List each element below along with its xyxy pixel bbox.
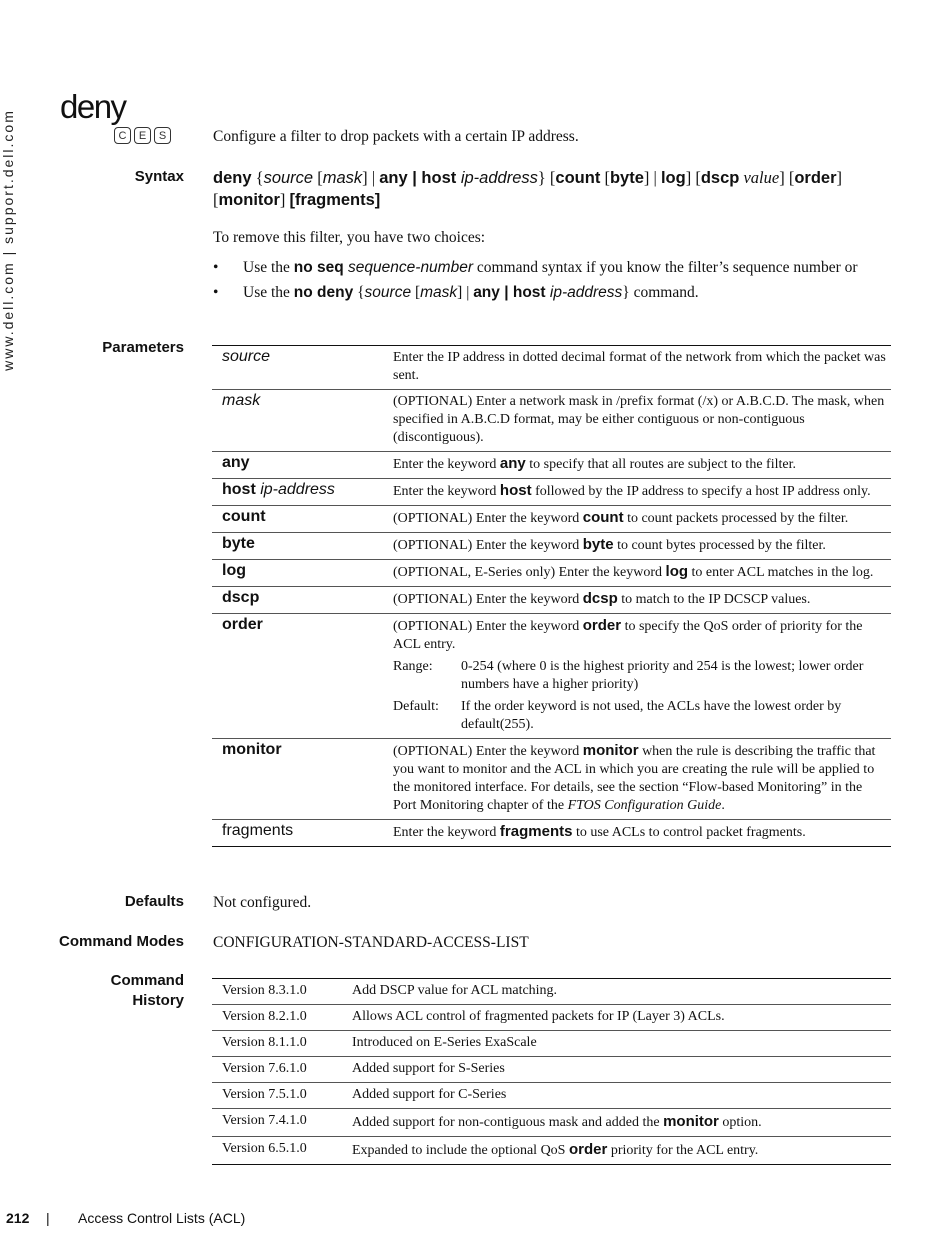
page-title: deny [60, 88, 126, 125]
page-number: 212 [6, 1210, 30, 1226]
command-history-label: Command History [110, 972, 184, 1009]
table-row: host ip-address Enter the keyword host followed by the IP address to specify a host IP address only. [212, 479, 891, 506]
command-modes-label: Command Modes [58, 933, 184, 950]
parameters-table [212, 345, 891, 847]
sidebar-url: www.dell.com | support.dell.com [0, 109, 16, 371]
remove-intro: To remove this filter, you have two choices: [213, 229, 486, 246]
command-modes-value: CONFIGURATION-STANDARD-ACCESS-LIST [213, 934, 529, 951]
table-row: dscp (OPTIONAL) Enter the keyword dcsp to match to the IP DCSCP values. [212, 587, 891, 614]
syntax-block: deny {source [mask] | any | host ip-address} [count [byte] | log] [dscp value] [order] [monitor] [fragments] [213, 168, 843, 209]
table-row: monitor (OPTIONAL) Enter the keyword monitor when the rule is describing the traffic that you want to monitor and the ACL in which you are creating the rule will be applied to the monitored interface. For details, see the section “Flow-based Monitoring” in the Port Monitoring chapter of the FTOS Configuration Guide. [212, 739, 891, 820]
platform-c-badge: C [114, 127, 131, 144]
platform-badges [114, 127, 171, 144]
table-row: order (OPTIONAL) Enter the keyword order to specify the QoS order of priority for the ACL entry. Range: 0-254 (where 0 is the highest priority and 254 is the lowest; lower order numbers have a higher priority) Default: If the order keyword is not used, the ACLs have the lowest order by default(255). [212, 614, 891, 739]
defaults-value: Not configured. [213, 894, 312, 911]
description: Configure a filter to drop packets with a certain IP address. [213, 128, 579, 145]
table-row: Version 7.6.1.0 Added support for S-Series [212, 1057, 891, 1083]
table-row: Version 7.5.1.0 Added support for C-Series [212, 1083, 891, 1109]
table-row: source Enter the IP address in dotted decimal format of the network from which the packet was sent. [212, 346, 891, 390]
parameters-label: Parameters [102, 339, 184, 356]
table-row: Version 6.5.1.0 Expanded to include the optional QoS order priority for the ACL entry. [212, 1137, 891, 1165]
choice-no-seq: • Use the no seq sequence-number command syntax if you know the filter’s sequence number or [213, 258, 890, 277]
table-row: mask (OPTIONAL) Enter a network mask in /prefix format (/x) or A.B.C.D. The mask, when specified in A.B.C.D format, may be either contiguous or non-contiguous (discontiguous). [212, 390, 891, 452]
page-footer [6, 1210, 245, 1226]
table-row: any Enter the keyword any to specify that all routes are subject to the filter. [212, 452, 891, 479]
table-row: Version 8.2.1.0 Allows ACL control of fragmented packets for IP (Layer 3) ACLs. [212, 1005, 891, 1031]
remove-choices [213, 258, 890, 308]
footer-section: Access Control Lists (ACL) [78, 1210, 246, 1226]
table-row: count (OPTIONAL) Enter the keyword count to count packets processed by the filter. [212, 506, 891, 533]
platform-e-badge: E [134, 127, 151, 144]
choice-no-deny: • Use the no deny {source [mask] | any | host ip-address} command. [213, 283, 890, 302]
footer-separator: | [46, 1210, 50, 1226]
syntax-label: Syntax [134, 168, 184, 185]
table-row: Version 8.3.1.0 Add DSCP value for ACL matching. [212, 979, 891, 1005]
history-table [212, 978, 891, 1165]
platform-s-badge: S [154, 127, 171, 144]
table-row: Version 7.4.1.0 Added support for non-contiguous mask and added the monitor option. [212, 1109, 891, 1137]
table-row: log (OPTIONAL, E-Series only) Enter the keyword log to enter ACL matches in the log. [212, 560, 891, 587]
table-row: Version 8.1.1.0 Introduced on E-Series ExaScale [212, 1031, 891, 1057]
table-row: fragments Enter the keyword fragments to use ACLs to control packet fragments. [212, 820, 891, 847]
table-row: byte (OPTIONAL) Enter the keyword byte to count bytes processed by the filter. [212, 533, 891, 560]
defaults-label: Defaults [124, 893, 184, 910]
